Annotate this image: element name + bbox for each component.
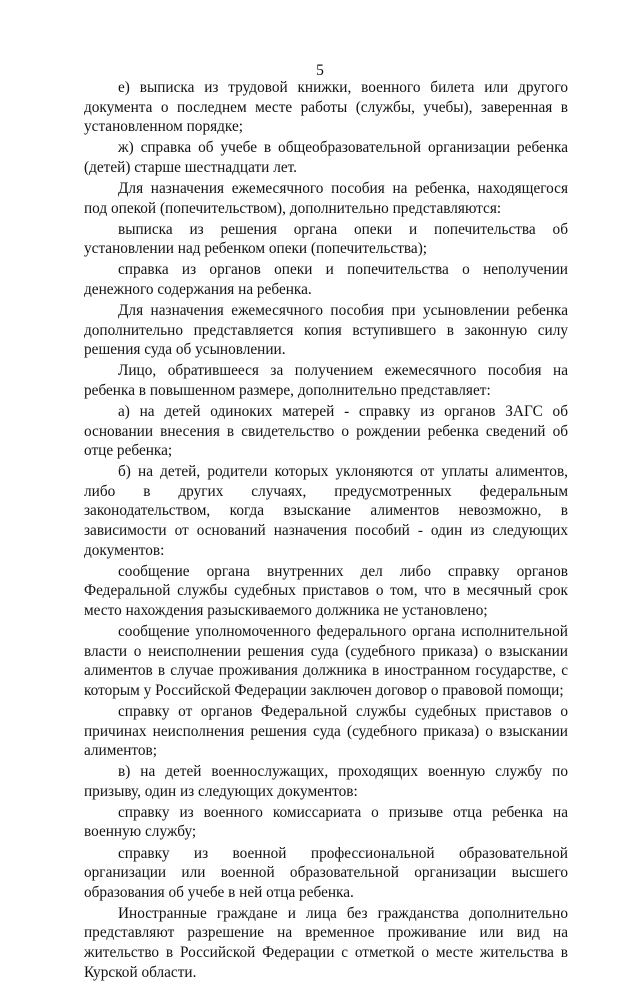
paragraph-bailiff-certificate: справку от органов Федеральной службы судебных приставов о причинах неисполнения решения суда (судебного приказа) о взыскании алиментов; xyxy=(84,702,568,760)
paragraph-item-e: е) выписка из трудовой книжки, военного билета или другого документа о последнем месте работы (службы, учебы), заверенная в установленном порядке; xyxy=(84,79,568,136)
paragraph-guardianship-extract: выписка из решения органа опеки и попечительства об установлении над ребенком опеки (попечительства); xyxy=(84,220,568,258)
paragraph-military-commissariat: справку из военного комиссариата о призыве отца ребенка на военную службу; xyxy=(84,803,568,841)
paragraph-item-v: в) на детей военнослужащих, проходящих военную службу по призыву, один из следующих документов: xyxy=(84,763,568,800)
paragraph-guardianship-intro: Для назначения ежемесячного пособия на ребенка, находящегося под опекой (попечительством), дополнительно представляются: xyxy=(84,179,568,217)
paragraph-federal-body-message: сообщение уполномоченного федерального органа исполнительной власти о неисполнении решения суда (судебного приказа) о взыскании алиментов в случае проживания должника в иностранном государстве, с которым у Российской Федерации заключен договор о правовой помощи; xyxy=(84,623,568,699)
paragraph-increased-benefit-intro: Лицо, обратившееся за получением ежемесячного пособия на ребенка в повышенном размере, дополнительно представляет: xyxy=(84,362,568,399)
paragraph-adoption: Для назначения ежемесячного пособия при усыновлении ребенка дополнительно представляется копия вступившего в законную силу решения суда об усыновлении. xyxy=(84,302,568,359)
paragraph-item-a: а) на детей одиноких матерей - справку из органов ЗАГС об основании внесения в свидетельство о рождении ребенка сведений об отце ребенка; xyxy=(84,403,568,460)
paragraph-item-zh: ж) справка об учебе в общеобразовательной организации ребенка (детей) старше шестнадцати лет. xyxy=(84,139,568,176)
paragraph-police-message: сообщение органа внутренних дел либо справку органов Федеральной службы судебных приставов о том, что в месячный срок место нахождения разыскиваемого должника не установлено; xyxy=(84,562,568,619)
page-number: 5 xyxy=(316,62,324,79)
paragraph-foreign-citizens: Иностранные граждане и лица без гражданства дополнительно представляют разрешение на временное проживание или вид на жительство в Российской Федерации с отметкой о месте жительства в Курской области. xyxy=(84,904,568,981)
paragraph-item-b: б) на детей, родители которых уклоняются от уплаты алиментов, либо в других случаях, предусмотренных федеральным законодательством, когда взыскание алиментов невозможно, в зависимости от оснований назначения пособий - один из следующих документов: xyxy=(84,463,568,559)
document-body xyxy=(84,78,568,984)
paragraph-guardianship-certificate: справка из органов опеки и попечительства о неполучении денежного содержания на ребенка. xyxy=(84,261,568,298)
paragraph-military-education: справку из военной профессиональной образовательной организации или военной образовательной организации высшего образования об учебе в ней отца ребенка. xyxy=(84,844,568,901)
